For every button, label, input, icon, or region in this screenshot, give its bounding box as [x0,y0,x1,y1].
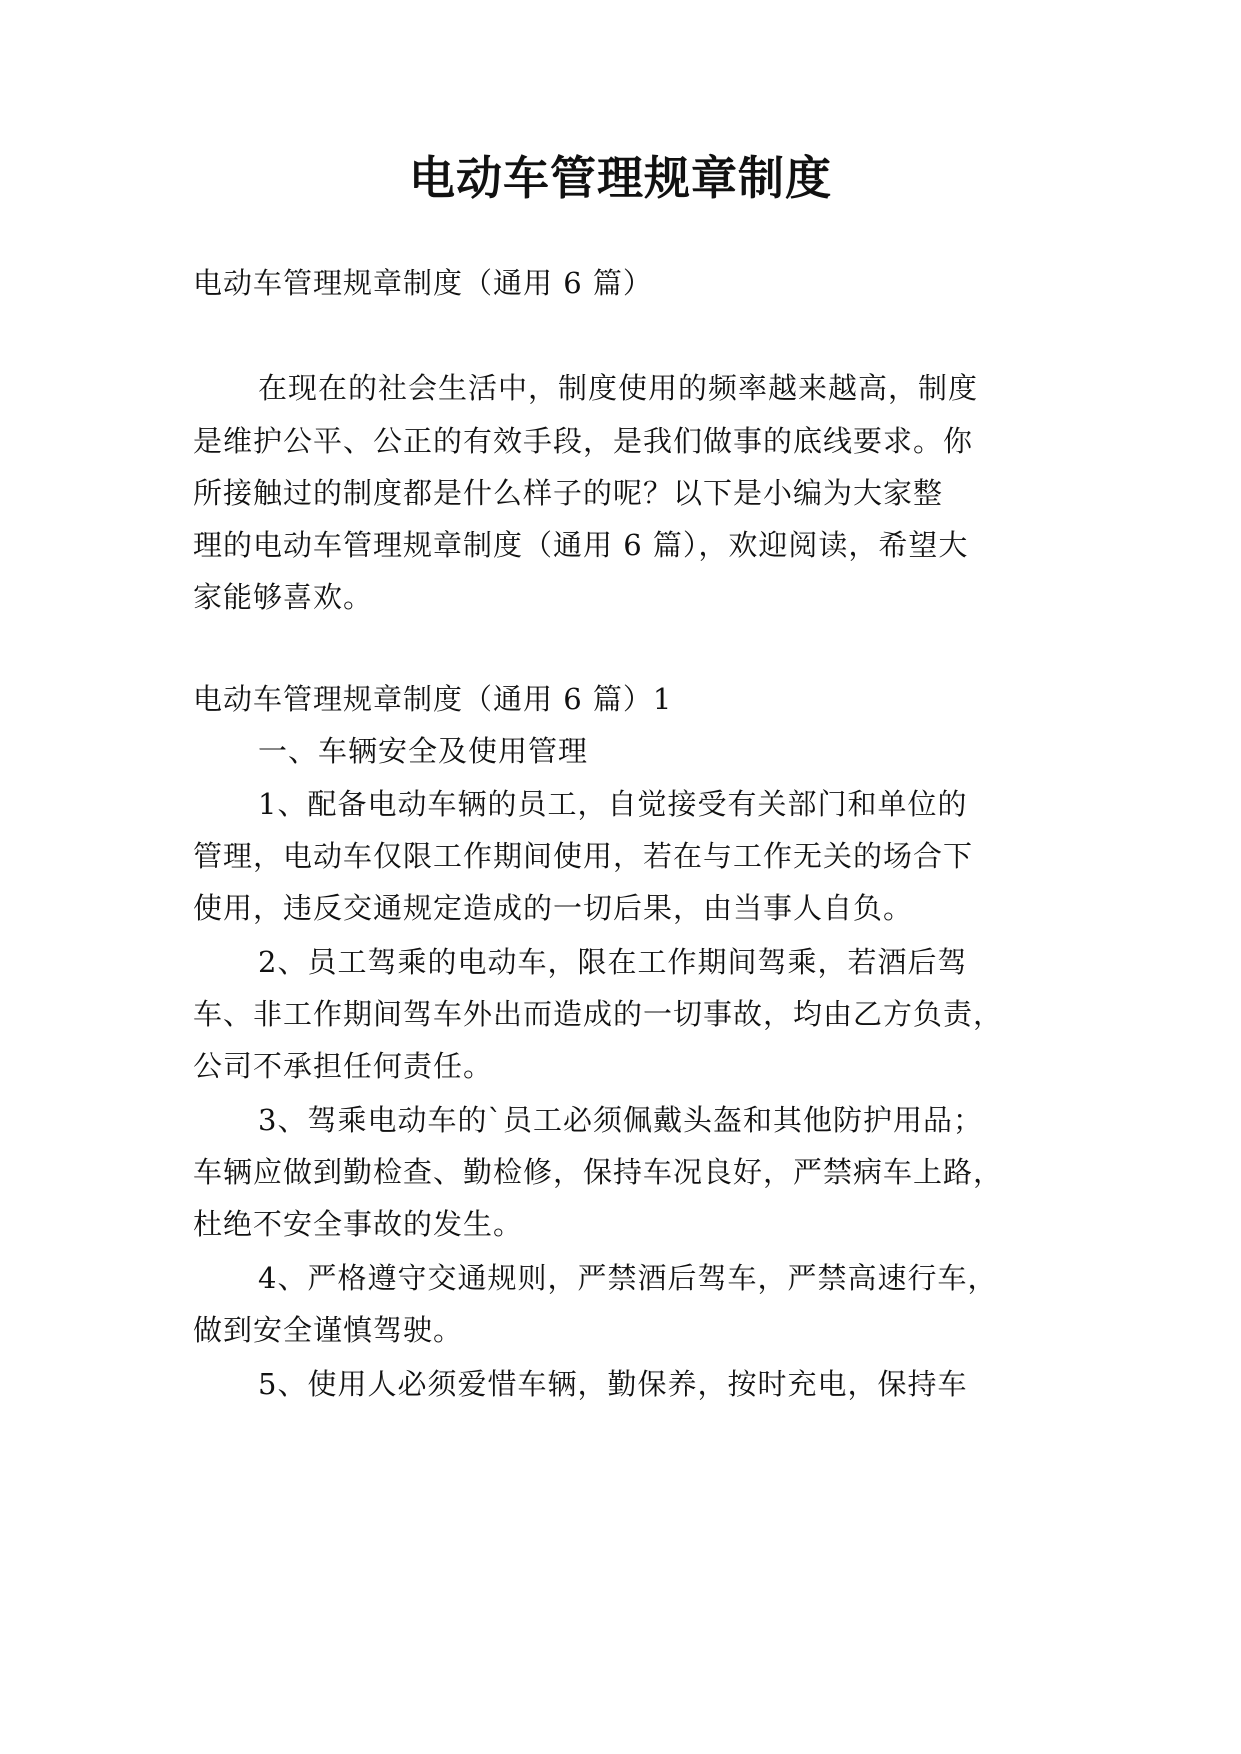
intro-line: 在现在的社会生活中，制度使用的频率越来越高，制度 [258,371,979,405]
item-2-line: 车、非工作期间驾车外出而造成的一切事故，均由乙方负责， [193,997,1004,1031]
item-3-line: 车辆应做到勤检查、勤检修，保持车况良好，严禁病车上路， [193,1155,1004,1189]
section-subheading: 一、车辆安全及使用管理 [258,734,589,768]
item-4-line: 4、严格遵守交通规则，严禁酒后驾车，严禁高速行车， [258,1261,998,1295]
intro-line: 家能够喜欢。 [193,580,374,614]
item-1-line: 使用，违反交通规定造成的一切后果，由当事人自负。 [193,891,914,925]
intro-line: 是维护公平、公正的有效手段，是我们做事的底线要求。你 [193,424,974,458]
document-subtitle: 电动车管理规章制度（通用 6 篇） [193,266,653,300]
item-2-line: 公司不承担任何责任。 [193,1049,494,1083]
item-1-line: 1、配备电动车辆的员工，自觉接受有关部门和单位的 [258,787,968,821]
item-3-line: 3、驾乘电动车的`员工必须佩戴头盔和其他防护用品； [258,1103,983,1137]
intro-line: 理的电动车管理规章制度（通用 6 篇），欢迎阅读，希望大 [193,528,969,562]
item-4-line: 做到安全谨慎驾驶。 [193,1313,464,1347]
item-3-line: 杜绝不安全事故的发生。 [193,1207,524,1241]
item-1-line: 管理，电动车仅限工作期间使用，若在与工作无关的场合下 [193,839,974,873]
section-heading: 电动车管理规章制度（通用 6 篇）1 [193,682,673,716]
item-2-line: 2、员工驾乘的电动车，限在工作期间驾乘，若酒后驾 [258,945,968,979]
intro-line: 所接触过的制度都是什么样子的呢？以下是小编为大家整 [193,476,944,510]
document-title: 电动车管理规章制度 [409,151,832,205]
item-5-line: 5、使用人必须爱惜车辆，勤保养，按时充电，保持车 [258,1367,968,1401]
